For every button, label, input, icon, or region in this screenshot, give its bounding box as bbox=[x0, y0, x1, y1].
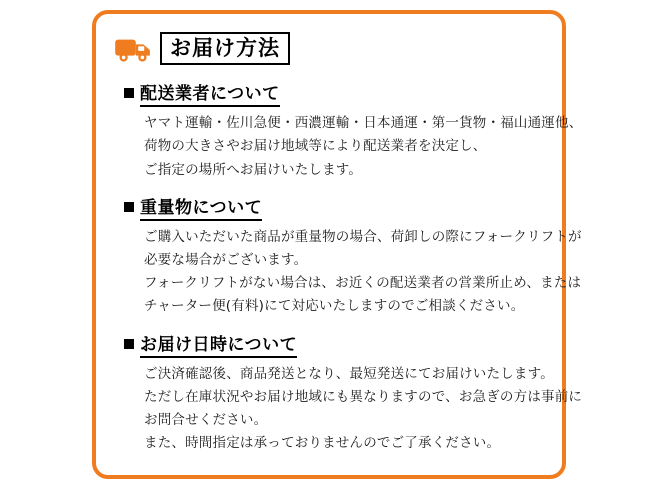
section-delivery-datetime bbox=[114, 330, 583, 456]
body-line: 荷物の大きさやお届け地域等により配送業者を決定し、 bbox=[144, 138, 487, 155]
card-content bbox=[96, 14, 583, 475]
body-line: ご購入いただいた商品が重量物の場合、荷卸しの際にフォークリフトが bbox=[144, 228, 582, 245]
body-line: ただし在庫状況やお届け地域にも異なりますので、お急ぎの方は事前に bbox=[144, 388, 583, 405]
section-heavy-items bbox=[114, 193, 582, 319]
section-shipping-carrier bbox=[114, 79, 583, 182]
section-heading bbox=[124, 330, 544, 358]
delivery-truck-icon bbox=[114, 34, 152, 64]
square-bullet-icon bbox=[124, 339, 134, 349]
page-title: お届け方法 bbox=[160, 32, 290, 65]
body-line: また、時間指定は承っておりませんのでご了承ください。 bbox=[144, 435, 501, 452]
section-body bbox=[144, 112, 583, 182]
body-line: チャーター便(有料)にて対応いたしますのでご相談ください。 bbox=[144, 298, 525, 315]
delivery-info-card bbox=[92, 10, 583, 479]
section-heading bbox=[124, 193, 544, 221]
body-line: ご指定の場所へお届けいたします。 bbox=[144, 161, 363, 178]
section-heading bbox=[124, 79, 544, 107]
square-bullet-icon bbox=[124, 202, 134, 212]
title-row bbox=[114, 32, 544, 65]
body-line: フォークリフトがない場合は、お近くの配送業者の営業所止め、または bbox=[144, 275, 582, 292]
body-line: 必要な場合がございます。 bbox=[144, 252, 308, 269]
section-heading-label: お届け日時について bbox=[140, 330, 297, 358]
body-line: ご決済確認後、商品発送となり、最短発送にてお届けいたします。 bbox=[144, 365, 554, 382]
body-line: お問合せください。 bbox=[144, 412, 268, 429]
section-body bbox=[144, 226, 582, 319]
section-heading-label: 重量物について bbox=[140, 193, 262, 221]
body-line: ヤマト運輸・佐川急便・西濃運輸・日本通運・第一貨物・福山通運他、 bbox=[144, 115, 583, 132]
square-bullet-icon bbox=[124, 88, 134, 98]
section-heading-label: 配送業者について bbox=[140, 79, 280, 107]
section-body bbox=[144, 363, 583, 456]
